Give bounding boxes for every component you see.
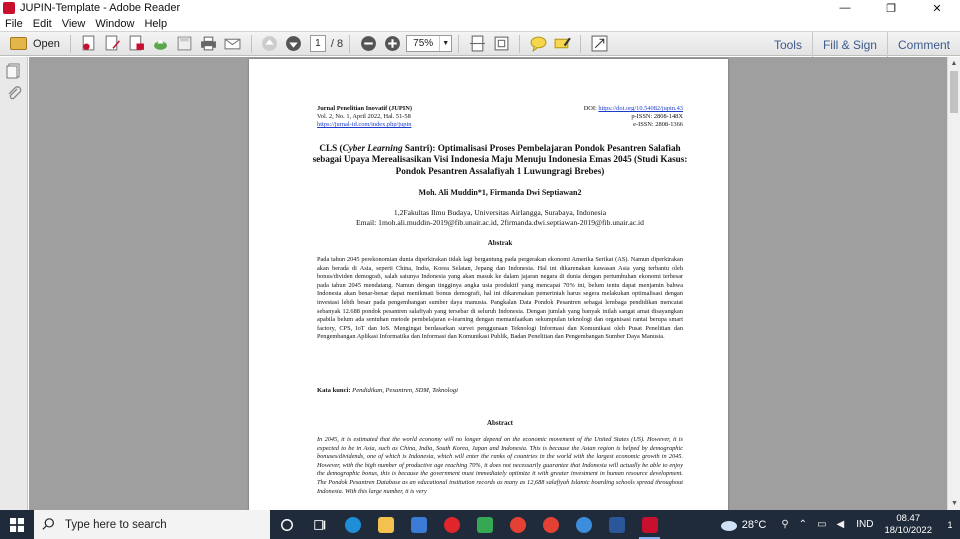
paper-title-post: Santri): Optimalisasi Proses Pembelajaran Pondok Pesantren Salafiah sebagai Upaya Merealisasikan Visi Indonesia Maju Menuju Indonesia Emas 2045 (Studi Kasus: Pondok Pesantren Assalafiyah 1 Luwungragi Brebes) [312, 143, 688, 176]
edit-pdf-button[interactable] [102, 34, 124, 54]
journal-url-link[interactable]: https://jurnal-id.com/index.php/jupin [317, 121, 412, 129]
doi-link[interactable]: https://doi.org/10.54082/jupin.43 [598, 105, 683, 112]
notification-button[interactable] [940, 510, 960, 539]
email-icon [224, 35, 241, 52]
chrome-icon [510, 517, 526, 533]
word-icon [609, 517, 625, 533]
taskbar-app-explorer[interactable] [369, 510, 402, 539]
export-pdf-icon [128, 35, 145, 52]
e-issn: e-ISSN: 2808-1366 [633, 121, 683, 129]
clock[interactable] [884, 513, 932, 537]
toolbar [0, 31, 960, 56]
zoom-select[interactable] [406, 35, 452, 52]
toolbar-separator [458, 35, 459, 53]
network-icon[interactable]: ▭ [817, 519, 827, 530]
cortana-button[interactable] [270, 510, 303, 539]
minus-icon [360, 35, 377, 52]
tools-panel-button[interactable]: Tools [773, 37, 802, 52]
restore-button[interactable]: ❐ [886, 2, 896, 15]
doi-label: DOI: [583, 105, 599, 112]
toolbar-separator [70, 35, 71, 53]
scroll-up-icon[interactable]: ▲ [950, 60, 958, 67]
taskbar-app-chrome-2[interactable] [534, 510, 567, 539]
print-icon [200, 35, 217, 52]
cortana-icon [280, 518, 294, 532]
start-button[interactable] [0, 510, 34, 539]
toolbar-separator [580, 35, 581, 53]
title-bar [0, 0, 960, 16]
paper-affiliation [305, 208, 695, 227]
window-title: JUPIN-Template - Adobe Reader [20, 2, 181, 14]
weather-widget[interactable] [720, 519, 767, 531]
pdf-page [249, 59, 728, 510]
paper-authors: Moh. Ali Muddin*1, Firmanda Dwi Septiawan2 [418, 188, 582, 197]
clock-time: 08.47 [896, 512, 921, 524]
abstrak-body: Pada tahun 2045 perekonomian dunia diperkirakan tidak lagi bergantung pada pergerakan ekonomi Amerika Serikat (AS). Namun diperkirakan akan berada di Asia, seperti China, India, Korea Selatan, Jepang dan Indonesia. Hal ini dikarenakan kawasan Asia yang terbantu oleh bonus/dividen demografi, salah satunya Indonesia yang akan masuk ke dalam jajaran negara di dunia dengan pertumbuhan ekonomi terbesar pada tahun 2045 mendatang. Namun dengan tingginya angka usia produktif yang mencapai 70% ini, belum tentu dapat menjamin bahwa Indonesia akan benar-benar dapat menikmati bonus demografi, hal ini dikarenakan pemerintah harus segera melakukan optimalisasi dengan investasi lebih besar pada pengembangan sumber daya manusia. Pangkalan Data Pondok Pesantren sebagai lembaga pendidikan mencatat sebanyak 12.688 pondok pesantren salafiyah yang tersebar di seluruh Indonesia. Dengan jumlah yang banyak inilah sangat amat disayangkan apabila belum ada sentuhan metode pembelajaran e-learning dengan memanfaatkan sekumpulan teknologi dan organisasi rantai berupa smart factory, CPS, IoT dan IoS. Mengingat berdasarkan survei penggunaan Teknologi Informasi dan Komunikasi oleh Pusat Penelitian dan Pengembangan Aplikasi Informatika dan Informasi dan Komunikasi Publik, Badan Penelitian dan Pengembangan Sumber Daya Manusia. [317, 256, 683, 341]
fit-page-button[interactable] [490, 34, 512, 54]
edge-icon [345, 517, 361, 533]
zoom-in-button[interactable] [381, 34, 403, 54]
abstract-body: In 2045, it is estimated that the world economy will no longer depend on the economic movement of the United States (US). However, it is expected to be in Asia, such as China, India, South Korea, Japan and Indonesia. This is because the Asian region is helped by demographic bonuses/dividends, one of which is Indonesia, which will enter the ranks of countries in the world with the largest economic growth in 2045. However, with the high number of productive age reaching 70%, it does not necessarily guarantee that Indonesia will actually be able to enjoy the demographic bonus, this is because the government must immediately optimize it with greater investment in human resource development. The Pondok Pesantren Database as an educational institution records as many as 12,688 salafiyah Islamic boarding schools spread throughout Indonesia. With this large number, it is very [317, 436, 683, 495]
comment-panel-button[interactable]: Comment [887, 32, 960, 57]
plus-icon [384, 35, 401, 52]
paperclip-icon [6, 85, 22, 101]
weather-temp: 28°C [741, 518, 767, 531]
export-pdf-button[interactable] [126, 34, 148, 54]
left-nav-panel [0, 57, 28, 510]
cloud-icon [720, 519, 738, 531]
task-view-icon [313, 518, 327, 532]
fit-page-icon [493, 35, 510, 52]
scroll-down-icon[interactable]: ▼ [951, 500, 958, 507]
system-tray [720, 510, 960, 539]
arrow-down-icon [285, 35, 302, 52]
search-placeholder: Type here to search [65, 518, 167, 531]
open-label: Open [33, 37, 60, 50]
abstrak-heading: Abstrak [487, 239, 513, 247]
email-button[interactable] [222, 34, 244, 54]
toolbar-separator [519, 35, 520, 53]
highlighter-icon [554, 35, 571, 52]
taskbar-app-chrome-1[interactable] [501, 510, 534, 539]
zoom-out-button[interactable] [357, 34, 379, 54]
opera-icon [444, 517, 460, 533]
previous-page-button[interactable] [259, 34, 281, 54]
folder-icon [378, 517, 394, 533]
pages-icon [6, 63, 22, 79]
folder-icon [10, 37, 27, 50]
save-button[interactable] [174, 34, 196, 54]
paper-title-pre: CLS ( [319, 143, 343, 153]
p-issn: p-ISSN: 2808-148X [631, 113, 683, 121]
adobe-reader-icon [3, 2, 15, 14]
upload-cloud-button[interactable] [150, 34, 172, 54]
page-total: / 8 [330, 37, 344, 50]
taskbar-app-edge[interactable] [336, 510, 369, 539]
affiliation-line: 1,2Fakultas Ilmu Budaya, Universitas Airlangga, Surabaya, Indonesia [393, 208, 607, 217]
arrow-up-icon [261, 35, 278, 52]
attachments-button[interactable] [6, 85, 22, 101]
adobe-reader-icon [642, 517, 658, 533]
fit-width-button[interactable] [466, 34, 488, 54]
taskbar-app-word[interactable] [600, 510, 633, 539]
input-language[interactable]: IND [856, 519, 874, 530]
taskbar-app-chrome-3[interactable] [567, 510, 600, 539]
search-icon [42, 518, 55, 531]
menu-window[interactable]: Window [95, 17, 135, 30]
edit-pdf-icon [104, 35, 121, 52]
open-button[interactable] [6, 34, 64, 54]
taskbar-app-opera[interactable] [435, 510, 468, 539]
journal-name: Jurnal Penelitian Inovatif (JUPIN) [317, 105, 412, 112]
windows-icon [10, 518, 24, 532]
save-icon [176, 35, 193, 52]
toolbar-separator [349, 35, 350, 53]
page-thumbnails-button[interactable] [6, 63, 22, 79]
cloud-upload-icon [152, 35, 169, 52]
menu-help[interactable]: Help [144, 17, 168, 30]
abstract-heading: Abstract [486, 419, 514, 427]
clock-date: 18/10/2022 [884, 524, 932, 536]
journal-volume: Vol. 2, No. 1, April 2022, Hal. 51-58 [317, 113, 411, 121]
store-icon [411, 517, 427, 533]
minimize-button[interactable]: — [839, 2, 851, 14]
menu-bar [0, 16, 960, 31]
create-pdf-icon [80, 35, 97, 52]
chevron-down-icon: ▼ [439, 36, 451, 51]
menu-file[interactable]: File [5, 17, 23, 30]
expand-button[interactable] [588, 34, 610, 54]
zoom-value: 75% [413, 38, 434, 49]
vertical-scrollbar[interactable] [947, 57, 960, 510]
taskbar-app-store[interactable] [402, 510, 435, 539]
toolbar-separator [251, 35, 252, 53]
taskbar-app-adobe-reader[interactable] [633, 510, 666, 539]
close-button[interactable]: ✕ [932, 2, 942, 15]
add-comment-button[interactable] [527, 34, 549, 54]
next-page-button[interactable] [283, 34, 305, 54]
scroll-thumb[interactable] [950, 71, 958, 113]
document-viewport[interactable] [29, 57, 947, 510]
people-icon[interactable]: ⚲ [781, 519, 789, 530]
page-number-input[interactable]: 1 [310, 35, 326, 52]
paper-title-italic: Cyber Learning [342, 143, 403, 153]
comment-icon [530, 35, 547, 52]
menu-view[interactable]: View [61, 17, 86, 30]
chrome-icon [543, 517, 559, 533]
fill-sign-panel-button[interactable]: Fill & Sign [812, 32, 887, 57]
taskbar [0, 510, 960, 539]
chrome-icon [576, 517, 592, 533]
keywords [317, 387, 683, 394]
keywords-value: Pendidikan, Pesantren, SDM, Teknologi [350, 387, 458, 394]
highlight-button[interactable] [551, 34, 573, 54]
taskbar-app-drive[interactable] [468, 510, 501, 539]
chevron-up-icon[interactable]: ⌃ [798, 519, 808, 530]
print-button[interactable] [198, 34, 220, 54]
email-line: Email: 1moh.ali.muddin-2019@fib.unair.ac.id, 2firmanda.dwi.septiawan-2019@fib.unair.ac.id [356, 217, 644, 227]
notification-count: 1 [947, 519, 953, 530]
paper-title [305, 143, 695, 177]
taskbar-search-box[interactable] [34, 510, 270, 539]
drive-icon [477, 517, 493, 533]
fit-width-icon [469, 35, 486, 52]
keywords-label: Kata kunci: [317, 387, 351, 394]
menu-edit[interactable]: Edit [32, 17, 52, 30]
volume-icon[interactable]: ◀ [836, 519, 845, 530]
task-view-button[interactable] [303, 510, 336, 539]
create-pdf-button[interactable] [78, 34, 100, 54]
expand-icon [591, 35, 608, 52]
